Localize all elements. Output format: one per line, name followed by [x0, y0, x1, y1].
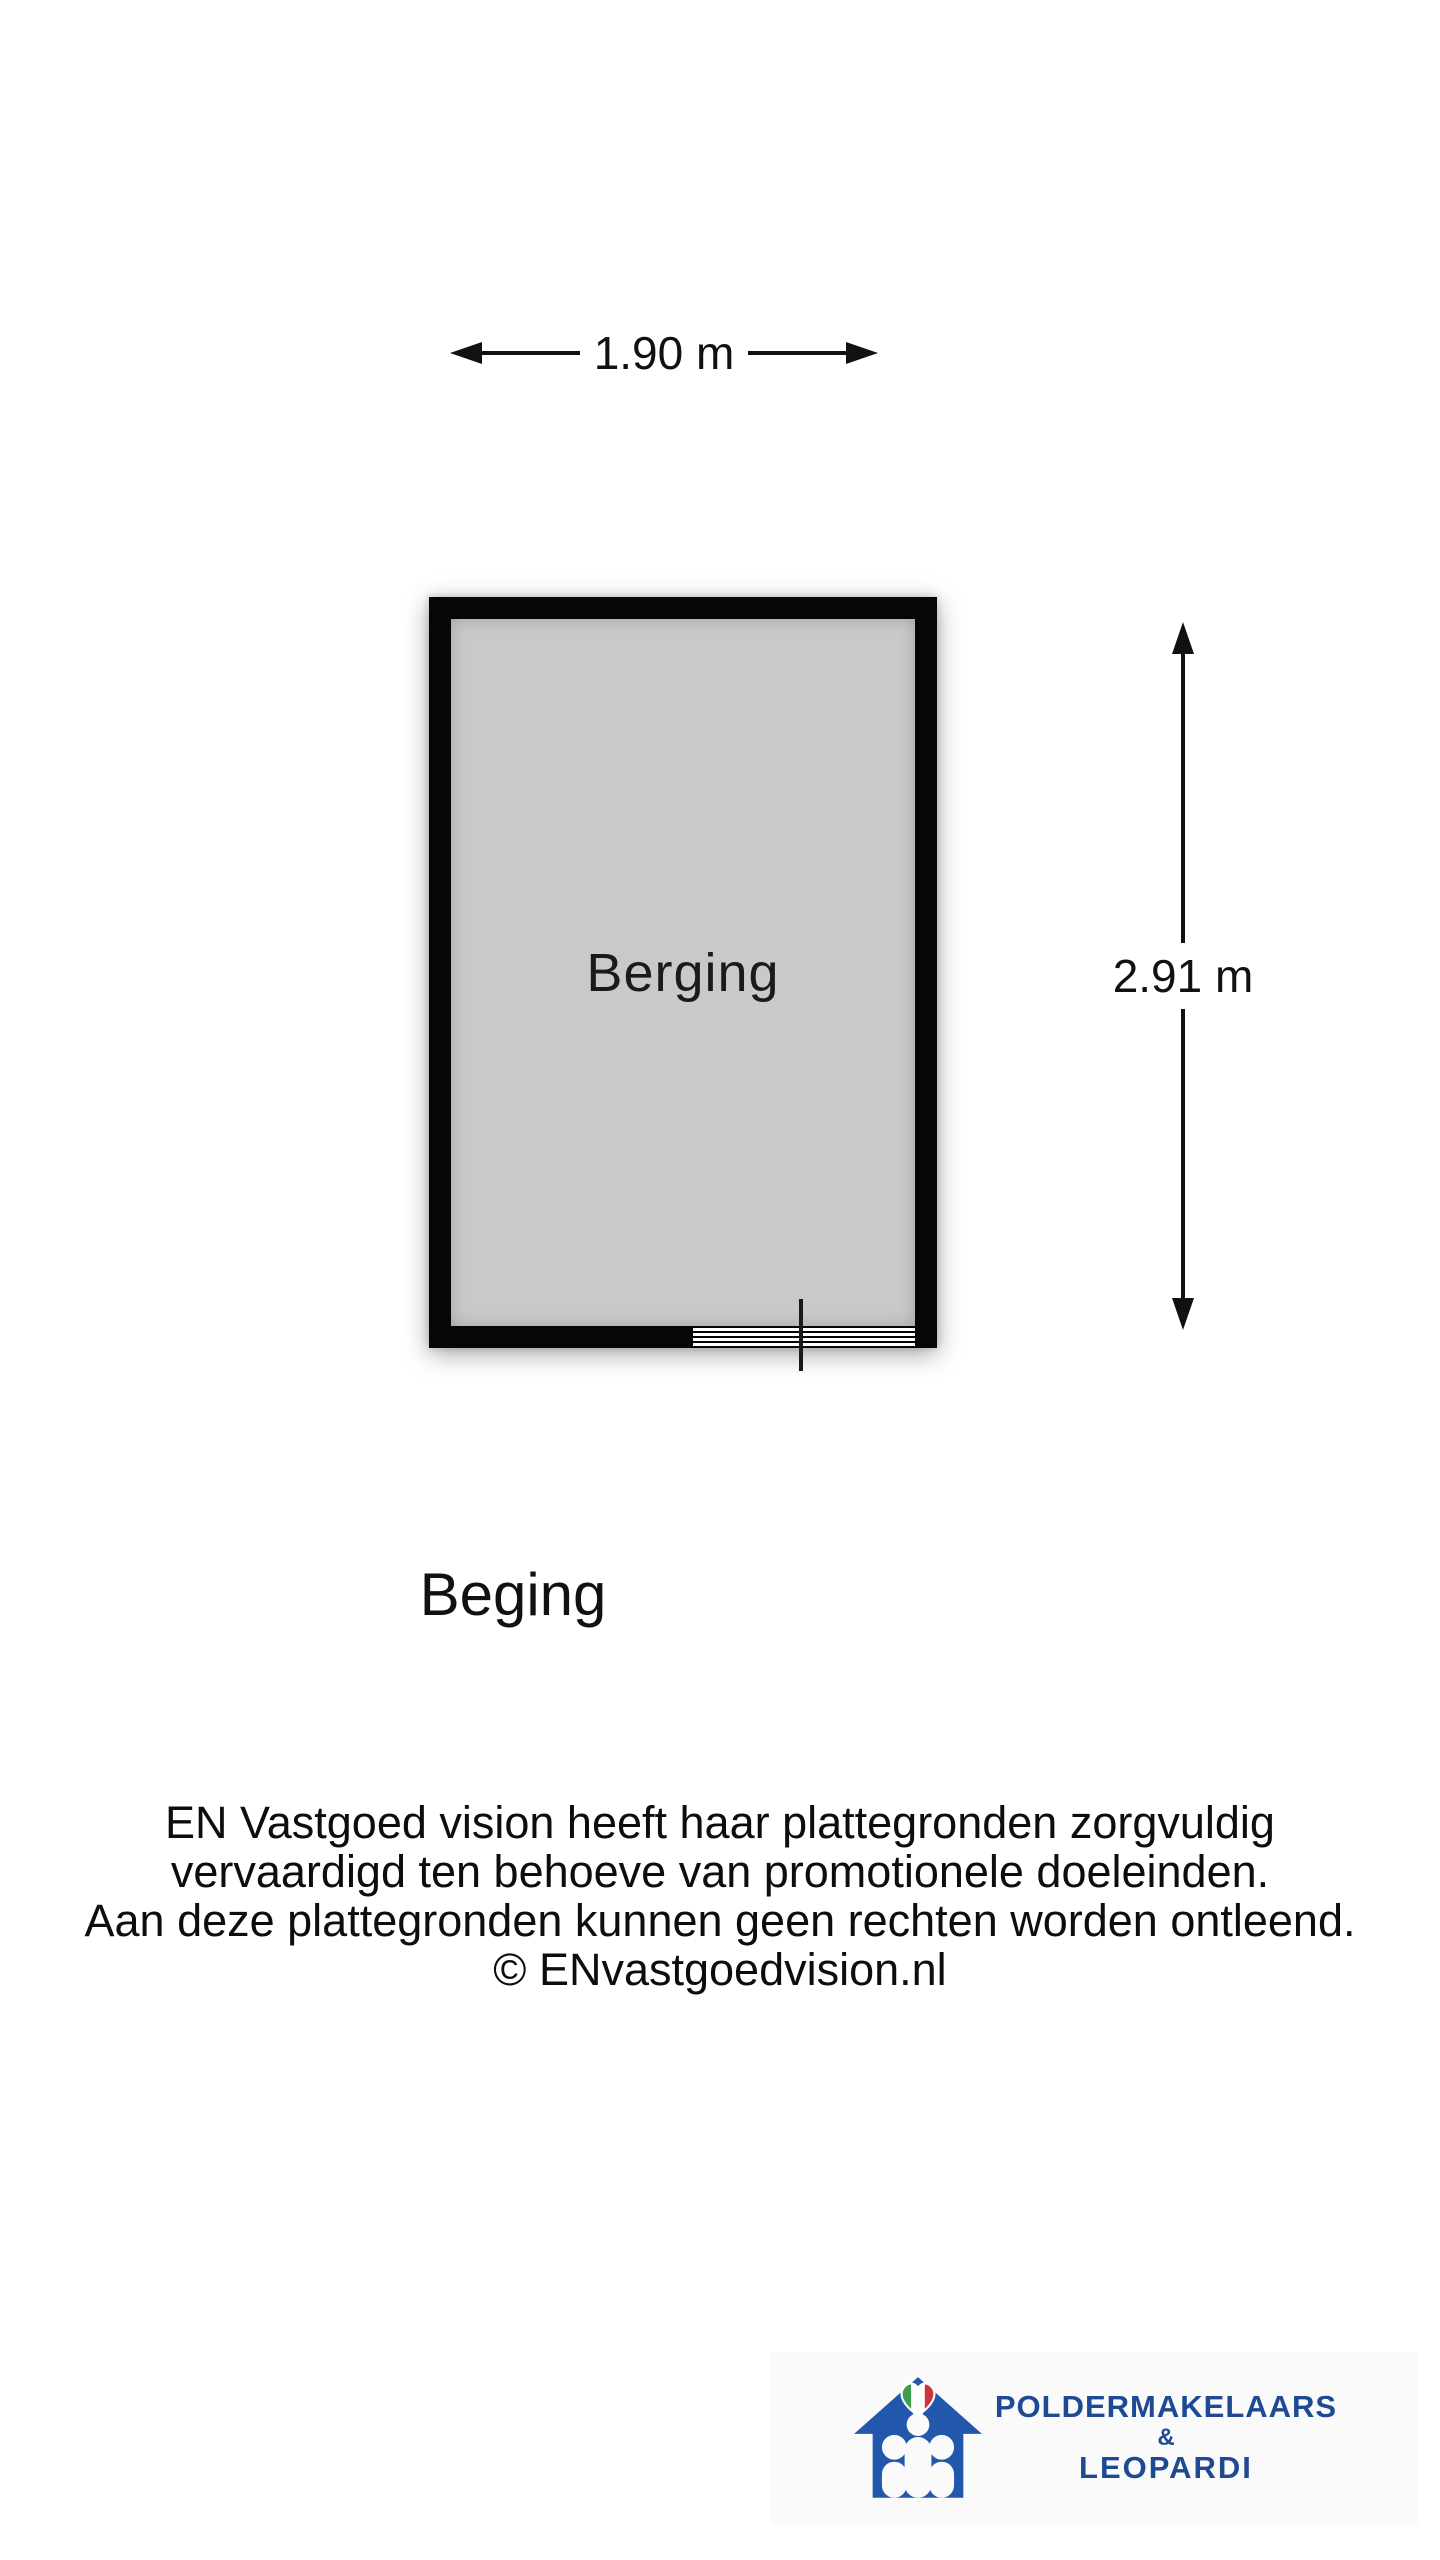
- disclaimer-line: © ENvastgoedvision.nl: [493, 1944, 947, 1995]
- room-berging: [429, 597, 937, 1348]
- width-dimension: [450, 327, 878, 379]
- disclaimer-line: vervaardigd ten behoeve van promotionele doeleinden.: [170, 1846, 1270, 1897]
- disclaimer-line: Aan deze plattegronden kunnen geen rechten worden ontleend.: [84, 1895, 1356, 1946]
- room-label: Berging: [586, 942, 780, 1003]
- dimension-line: [482, 351, 580, 355]
- floor-title: Beging: [419, 1561, 607, 1628]
- dimension-line: [748, 351, 846, 355]
- arrow-left-icon: [450, 342, 482, 364]
- logo-ampersand: &: [1157, 2424, 1175, 2451]
- door-opening-icon: [693, 1326, 915, 1348]
- disclaimer: [0, 1798, 1440, 1994]
- arrow-down-icon: [1172, 1298, 1194, 1330]
- arrow-up-icon: [1172, 622, 1194, 654]
- logo-name-line1: POLDERMAKELAARS: [994, 2389, 1338, 2425]
- dimension-line: [1181, 654, 1185, 943]
- door-swing-icon: [799, 1299, 803, 1371]
- logo-text: [995, 2391, 1337, 2484]
- dimension-line: [1181, 1009, 1185, 1298]
- logo: [770, 2352, 1418, 2524]
- width-dimension-label: 1.90 m: [580, 330, 749, 376]
- height-dimension-label: 2.91 m: [1107, 943, 1260, 1009]
- house-icon: [851, 2375, 985, 2501]
- arrow-right-icon: [846, 342, 878, 364]
- disclaimer-line: EN Vastgoed vision heeft haar plattegronden zorgvuldig: [165, 1797, 1275, 1848]
- logo-name-line2: LEOPARDI: [1079, 2450, 1253, 2485]
